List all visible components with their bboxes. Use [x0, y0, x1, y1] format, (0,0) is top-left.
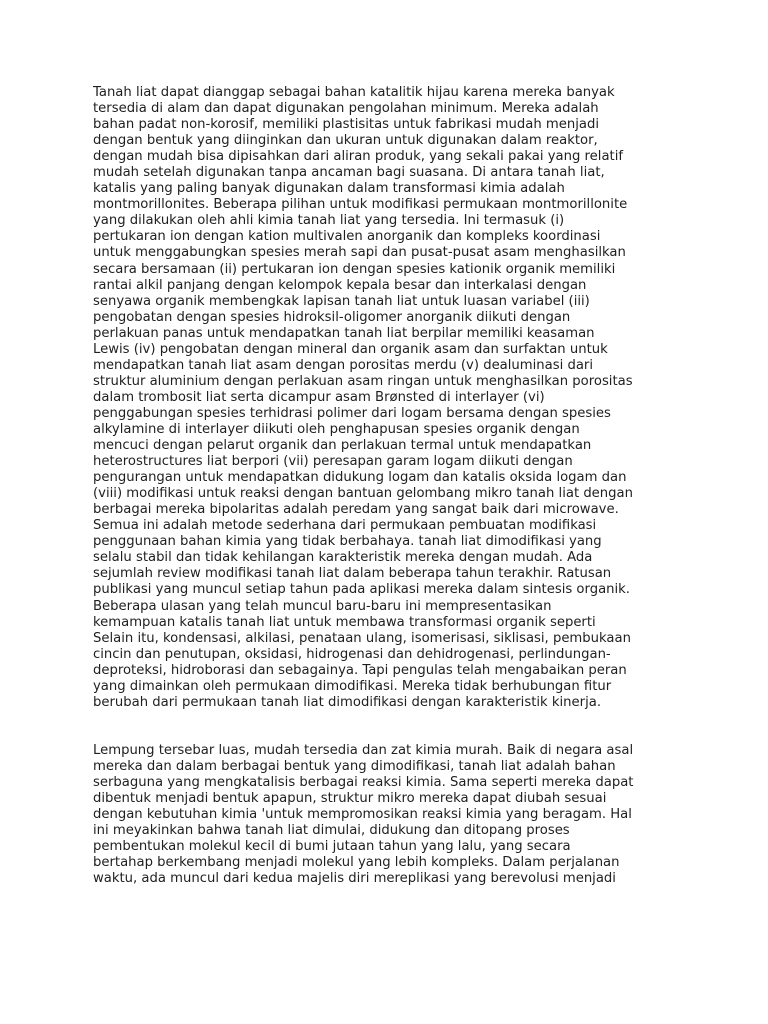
text-line: dibentuk menjadi bentuk apapun, struktur mikro mereka dapat diubah sesuai	[93, 790, 607, 806]
text-line: Beberapa ulasan yang telah muncul baru-baru ini mempresentasikan	[93, 598, 552, 614]
text-line: Tanah liat dapat dianggap sebagai bahan katalitik hijau karena mereka banyak	[93, 85, 615, 100]
text-line: penggabungan spesies terhidrasi polimer dari logam bersama dengan spesies	[93, 405, 611, 421]
text-line: tersedia di alam dan dapat digunakan pengolahan minimum. Mereka adalah	[93, 101, 599, 117]
text-line: waktu, ada muncul dari kedua majelis diri mereplikasi yang berevolusi menjadi	[93, 871, 616, 887]
text-line: bahan padat non-korosif, memiliki plastisitas untuk fabrikasi mudah menjadi	[93, 117, 599, 133]
text-line: yang dimainkan oleh permukaan dimodifikasi. Mereka tidak berhubungan fitur	[93, 678, 612, 694]
text-line: katalis yang paling banyak digunakan dalam transformasi kimia adalah	[93, 181, 565, 197]
text-line: dengan mudah bisa dipisahkan dari aliran produk, yang sekali pakai yang relatif	[93, 149, 624, 165]
text-line: dengan bentuk yang diinginkan dan ukuran untuk digunakan dalam reaktor,	[93, 133, 598, 149]
text-line: dalam trombosit liat serta dicampur asam Brønsted di interlayer (vi)	[93, 389, 545, 405]
paragraph-1	[93, 85, 683, 711]
text-line: struktur aluminium dengan perlakuan asam ringan untuk menghasilkan porositas	[93, 373, 633, 389]
text-line: yang dilakukan oleh ahli kimia tanah liat yang tersedia. Ini termasuk (i)	[93, 213, 565, 229]
text-line: rantai alkil panjang dengan kelompok kepala besar dan interkalasi dengan	[93, 277, 587, 293]
text-line: heterostructures liat berpori (vii) peresapan garam logam diikuti dengan	[93, 454, 573, 470]
text-line: Selain itu, kondensasi, alkilasi, penataan ulang, isomerisasi, siklisasi, pembukaan	[93, 630, 631, 646]
text-line: perlakuan panas untuk mendapatkan tanah liat berpilar memiliki keasaman	[93, 325, 595, 341]
text-line: cincin dan penutupan, oksidasi, hidrogenasi dan dehidrogenasi, perlindungan-	[93, 646, 611, 662]
text-line: publikasi yang muncul setiap tahun pada aplikasi mereka dalam sintesis organik.	[93, 582, 630, 598]
text-line: ini meyakinkan bahwa tanah liat dimulai, didukung dan ditopang proses	[93, 823, 570, 839]
text-line: berbagai mereka bipolaritas adalah peredam yang sangat baik dari microwave.	[93, 502, 619, 518]
text-line: mendapatkan tanah liat asam dengan porositas merdu (v) dealuminasi dari	[93, 357, 594, 373]
text-line: pembentukan molekul kecil di bumi jutaan tahun yang lalu, yang secara	[93, 839, 571, 855]
text-line: Semua ini adalah metode sederhana dari permukaan pembuatan modifikasi	[93, 518, 597, 534]
text-line: kemampuan katalis tanah liat untuk membawa transformasi organik seperti	[93, 614, 596, 630]
text-line: selalu stabil dan tidak kehilangan karakteristik mereka dengan mudah. Ada	[93, 550, 593, 566]
text-line: sejumlah review modifikasi tanah liat dalam beberapa tahun terakhir. Ratusan	[93, 566, 612, 582]
text-line: bertahap berkembang menjadi molekul yang lebih kompleks. Dalam perjalanan	[93, 855, 620, 871]
text-line: serbaguna yang mengkatalisis berbagai reaksi kimia. Sama seperti mereka dapat	[93, 774, 634, 790]
text-line: deproteksi, hidroborasi dan sebagainya. Tapi pengulas telah mengabaikan peran	[93, 662, 627, 678]
paragraph-2	[93, 743, 683, 887]
text-line: penggunaan bahan kimia yang tidak berbahaya. tanah liat dimodifikasi yang	[93, 534, 602, 550]
text-line: untuk menggabungkan spesies merah sapi dan pusat-pusat asam menghasilkan	[93, 245, 626, 261]
text-line: dengan kebutuhan kimia 'untuk mempromosikan reaksi kimia yang beragam. Hal	[93, 807, 632, 823]
text-line: berubah dari permukaan tanah liat dimodifikasi dengan karakteristik kinerja.	[93, 694, 602, 710]
text-line: Lewis (iv) pengobatan dengan mineral dan organik asam dan surfaktan untuk	[93, 341, 608, 357]
text-line: pengurangan untuk mendapatkan didukung logam dan katalis oksida logam dan	[93, 470, 627, 486]
text-line: pertukaran ion dengan kation multivalen anorganik dan kompleks koordinasi	[93, 229, 601, 245]
document-body	[93, 85, 683, 887]
text-line: senyawa organik membengkak lapisan tanah liat untuk luasan variabel (iii)	[93, 293, 590, 309]
text-line: (viii) modifikasi untuk reaksi dengan bantuan gelombang mikro tanah liat dengan	[93, 486, 633, 502]
text-line: pengobatan dengan spesies hidroksil-oligomer anorganik diikuti dengan	[93, 309, 571, 325]
text-line: mereka dan dalam berbagai bentuk yang dimodifikasi, tanah liat adalah bahan	[93, 758, 616, 774]
text-line: mencuci dengan pelarut organik dan perlakuan termal untuk mendapatkan	[93, 438, 592, 454]
text-line: secara bersamaan (ii) pertukaran ion dengan spesies kationik organik memiliki	[93, 261, 616, 277]
text-line: mudah setelah digunakan tanpa ancaman bagi suasana. Di antara tanah liat,	[93, 165, 605, 181]
text-line: alkylamine di interlayer diikuti oleh penghapusan spesies organik dengan	[93, 421, 580, 437]
text-line: Lempung tersebar luas, mudah tersedia dan zat kimia murah. Baik di negara asal	[93, 742, 634, 758]
text-line: montmorillonites. Beberapa pilihan untuk modifikasi permukaan montmorillonite	[93, 197, 628, 213]
